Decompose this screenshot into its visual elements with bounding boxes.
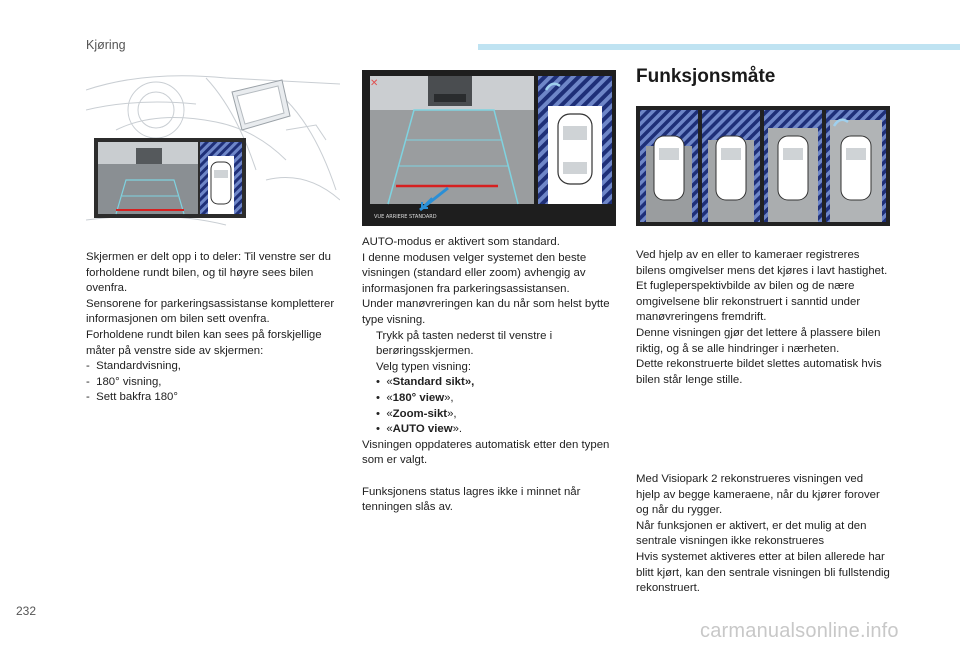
paragraph: Med Visiopark 2 rekonstrueres visningen ved hjelp av begge kameraene, når du kjører forover og når du rygger. — [636, 473, 880, 517]
camera-screen-figure — [362, 70, 616, 226]
page-number: 232 — [16, 604, 37, 618]
list-item: - Standardvisning, — [86, 360, 181, 373]
column-2-text — [362, 235, 616, 516]
section-title: Funksjonsmåte — [636, 66, 776, 87]
paragraph: Under manøvreringen kan du når som helst bytte type visning. — [362, 298, 610, 326]
list-item: - Sett bakfra 180° — [86, 391, 178, 404]
svg-text:✕: ✕ — [370, 78, 379, 89]
paragraph: Visningen oppdateres automatisk etter den typen som er valgt. — [362, 438, 610, 467]
column-3-text-lower — [636, 472, 890, 597]
step-text: Velg typen visning: — [376, 360, 471, 373]
paragraph: Hvis systemet aktiveres etter at bilen allerede har blitt kjørt, kan den sentrale visningen bli fullstendig rekonstruert. — [636, 550, 890, 595]
paragraph: Funksjonens status lagres ikke i minnet når tenningen slås av. — [362, 485, 581, 514]
dashboard-illustration — [86, 70, 340, 230]
option-item: • «Standard sikt», — [376, 376, 475, 389]
screen-caption: VUE ARRIERE STANDARD — [374, 214, 437, 220]
list-item: - 180° visning, — [86, 375, 162, 388]
instruction-step — [362, 360, 616, 376]
option-item: • «Zoom-sikt», — [376, 407, 457, 420]
paragraph: Sensorene for parkeringsassistanse kompletterer informasjonen om bilen sett ovenfra. — [86, 297, 335, 326]
paragraph: Skjermen er delt opp i to deler: Til venstre ser du forholdene rundt bilen, og til høyre sees bilen ovenfra. — [86, 251, 332, 295]
column-1-text — [86, 250, 340, 406]
paragraph: AUTO-modus er aktivert som standard. — [362, 236, 560, 248]
paragraph: Et fugleperspektivbilde av bilen og de nære omgivelsene blir rekonstruert i sanntid under manøvreringens fremdrift. — [636, 280, 861, 324]
section-header: Kjøring — [86, 38, 126, 52]
paragraph: Forholdene rundt bilen kan sees på forskjellige måter på venstre side av skjermen: — [86, 328, 322, 357]
option-item: • «AUTO view». — [376, 423, 463, 436]
instruction-step — [362, 329, 616, 360]
column-3-text — [636, 248, 890, 388]
watermark: carmanualsonline.info — [700, 620, 899, 642]
option-item: • «180° view», — [376, 391, 454, 404]
paragraph: Denne visningen gjør det lettere å plassere bilen riktig, og å se alle hindringer i nærheten. — [636, 326, 881, 355]
step-text: Trykk på tasten nederst til venstre i berøringsskjermen. — [376, 329, 553, 358]
paragraph: Dette rekonstruerte bildet slettes automatisk hvis bilen står lenge stille. — [636, 358, 882, 386]
funksjonsmate-figure — [636, 106, 890, 226]
paragraph: Når funksjonen er aktivert, er det mulig at den sentrale visningen ikke rekonstrueres — [636, 519, 867, 548]
paragraph: I denne modusen velger systemet den beste visningen (standard eller zoom) avhengig av informasjonen fra parkeringsassistansen. — [362, 251, 587, 295]
header-bar — [478, 44, 960, 50]
paragraph: Ved hjelp av en eller to kameraer registreres bilens omgivelser mens det kjøres i lavt hastighet. — [636, 249, 888, 277]
